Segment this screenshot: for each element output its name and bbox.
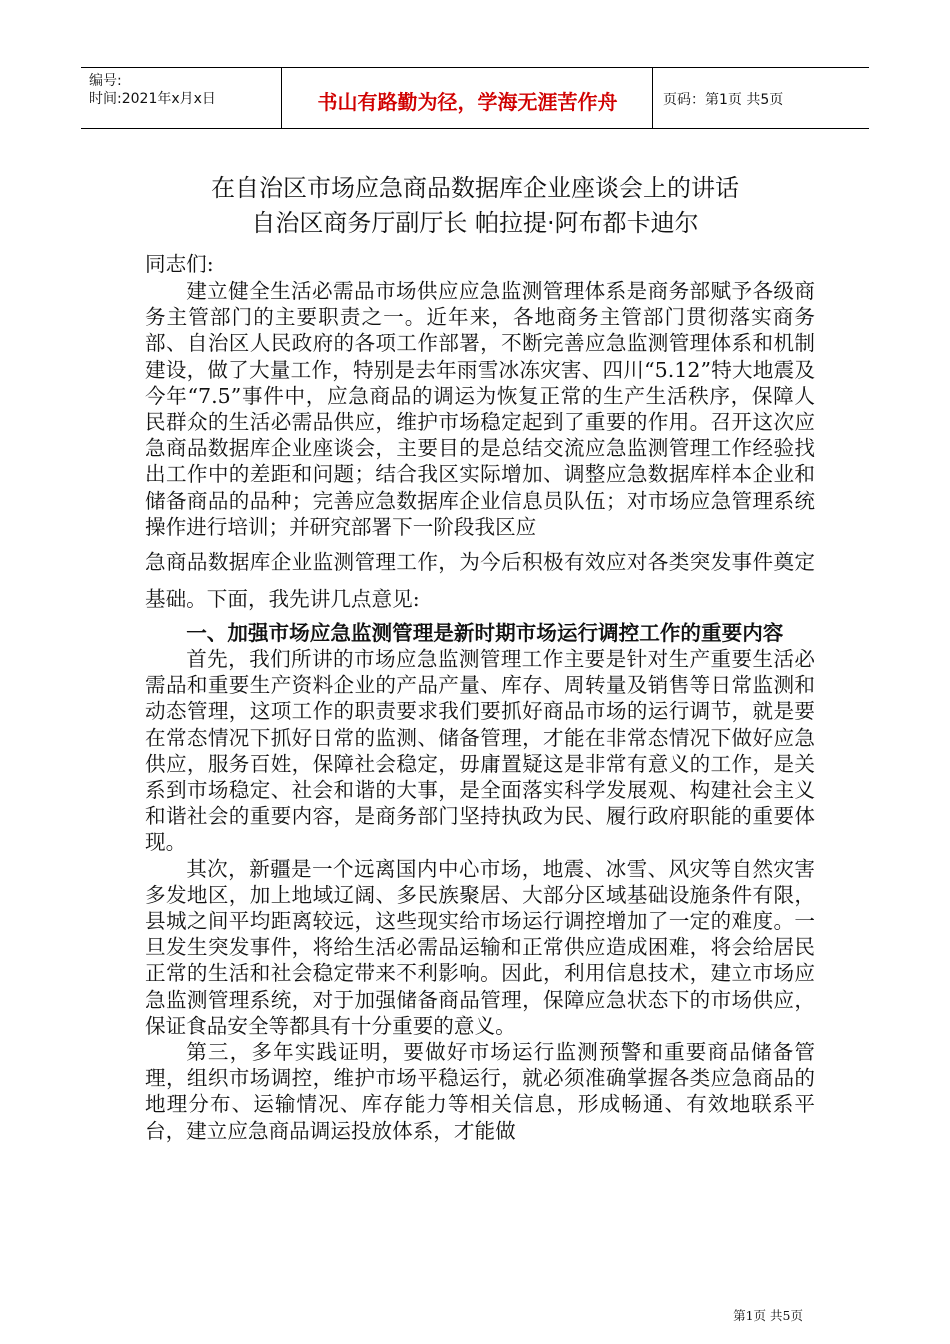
- document-number: 编号:: [89, 73, 122, 89]
- section-heading: 一、加强市场应急监测管理是新时期市场运行调控工作的重要内容: [186, 621, 784, 646]
- document-title: 在自治区市场应急商品数据库企业座谈会上的讲话: [211, 174, 739, 202]
- document-header: [81, 67, 869, 129]
- paragraph: 第三，多年实践证明，要做好市场运行监测预警和重要商品储备管理，组织市场调控，维护市场平稳运行，就必须准确掌握各类应急商品的地理分布、运输情况、库存能力等相关信息，形成畅通、有效地联系平台，建立应急商品调运投放体系，才能做: [145, 1040, 815, 1143]
- page-footer: 第1页 共5页: [733, 1308, 803, 1323]
- header-motto: 书山有路勤为径，学海无涯苦作舟: [317, 90, 618, 114]
- greeting: 同志们:: [145, 252, 214, 276]
- document-body: [145, 251, 815, 1144]
- header-divider: [652, 68, 653, 128]
- header-divider: [281, 68, 282, 128]
- header-meta: [89, 72, 279, 108]
- paragraph: 其次，新疆是一个远离国内中心市场，地震、冰雪、风灾等自然灾害多发地区，加上地域辽阔、多民族聚居、大部分区域基础设施条件有限，县城之间平均距离较远，这些现实给市场运行调控增加了一定的难度。一旦发生突发事件，将给生活必需品运输和正常供应造成困难，将会给居民正常的生活和社会稳定带来不利影响。因此，利用信息技术，建立市场应急监测管理系统，对于加强储备商品管理，保障应急状态下的市场供应，保证食品安全等都具有十分重要的意义。: [145, 856, 815, 1038]
- header-page-info: 页码：第1页 共5页: [663, 92, 784, 108]
- paragraph-continuation: 急商品数据库企业监测管理工作，为今后积极有效应对各类突发事件奠定基础。下面，我先讲几点意见:: [145, 550, 815, 612]
- paragraph: 建立健全生活必需品市场供应应急监测管理体系是商务部赋予各级商务主管部门的主要职责之一。近年来，各地商务主管部门贯彻落实商务部、自治区人民政府的各项工作部署，不断完善应急监测管理体系和机制建设，做了大量工作，特别是去年雨雪冰冻灾害、四川“5.12”特大地震及今年“7.5”事件中，应急商品的调运为恢复正常的生产生活秩序，保障人民群众的生活必需品供应，维护市场稳定起到了重要的作用。召开这次应急商品数据库企业座谈会，主要目的是总结交流应急监测管理工作经验找出工作中的差距和问题；结合我区实际增加、调整应急数据库样本企业和储备商品的品种；完善应急数据库企业信息员队伍；对市场应急管理系统操作进行培训；并研究部署下一阶段我区应: [145, 279, 815, 539]
- document-date: 时间:2021年x月x日: [89, 91, 216, 107]
- paragraph: 首先，我们所讲的市场应急监测管理工作主要是针对生产重要生活必需品和重要生产资料企业的产品产量、库存、周转量及销售等日常监测和动态管理，这项工作的职责要求我们要抓好商品市场的运行调节，就是要在常态情况下抓好日常的监测、储备管理，才能在非常态情况下做好应急供应，服务百姓，保障社会稳定，毋庸置疑这是非常有意义的工作，是关系到市场稳定、社会和谐的大事，是全面落实科学发展观、构建社会主义和谐社会的重要内容，是商务部门坚持执政为民、履行政府职能的重要体现。: [145, 647, 815, 855]
- document-subtitle: 自治区商务厅副厅长 帕拉提·阿布都卡迪尔: [251, 209, 699, 237]
